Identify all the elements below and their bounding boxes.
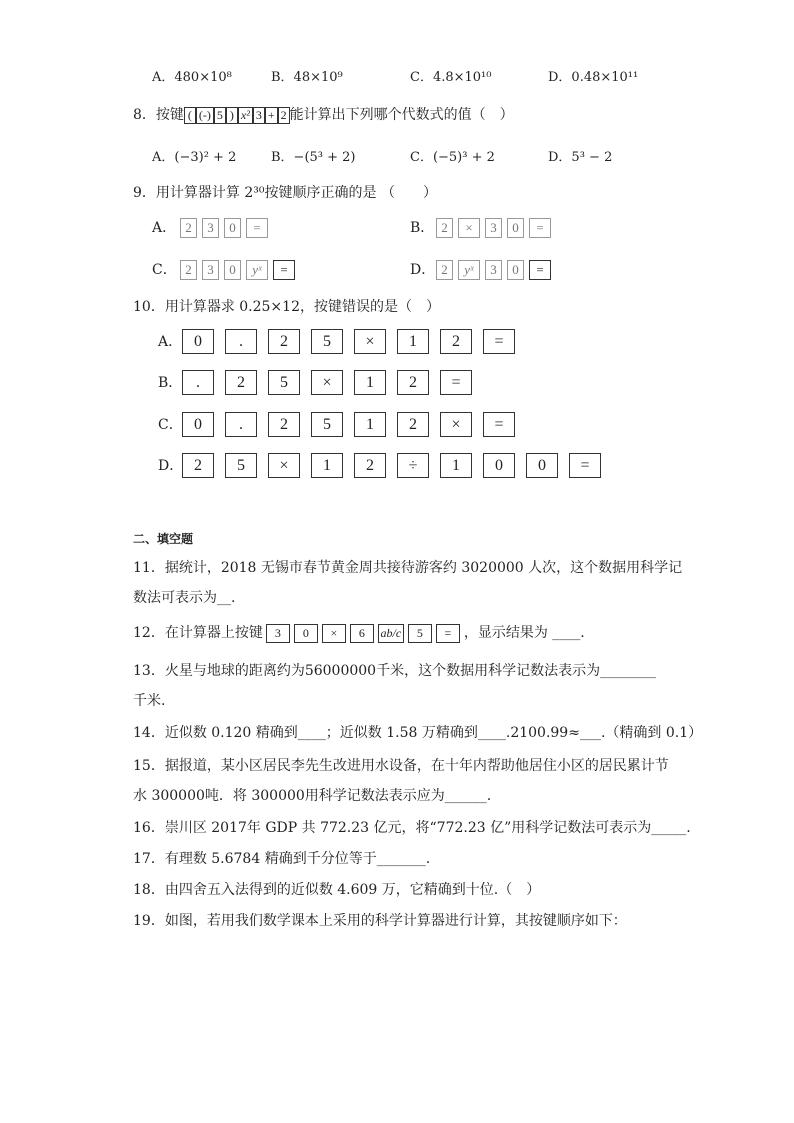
q7-option-b: B．48×10⁹ bbox=[271, 70, 343, 85]
q17: 17．有理数 5.6784 精确到千分位等于_______. bbox=[133, 851, 431, 867]
key-2: 2 bbox=[268, 412, 300, 437]
key-3: 3 bbox=[485, 218, 502, 238]
q10-stem: 10．用计算器求 0.25×12，按键错误的是（ ） bbox=[133, 299, 440, 315]
key-multiply: × bbox=[458, 218, 480, 238]
key-5: 5 bbox=[268, 370, 300, 395]
q8-option-b: B．−(5³ + 2) bbox=[271, 150, 356, 165]
key-1: 1 bbox=[440, 453, 472, 478]
q7-option-a: A．480×10⁸ bbox=[152, 70, 232, 85]
q12 bbox=[133, 622, 585, 643]
key-3: 3 bbox=[202, 260, 219, 280]
key-equals: = bbox=[273, 260, 295, 280]
key-0: 0 bbox=[483, 453, 515, 478]
q7-option-d: D．0.48×10¹¹ bbox=[548, 70, 639, 85]
q8-key-sequence bbox=[184, 107, 290, 123]
key-square: x² bbox=[238, 107, 253, 124]
q9-option-d bbox=[410, 259, 556, 280]
q8-option-d: D．5³ − 2 bbox=[548, 150, 613, 165]
key-0: 0 bbox=[224, 218, 241, 238]
key-3: 3 bbox=[266, 624, 290, 643]
key-0: 0 bbox=[507, 218, 524, 238]
key-2: 2 bbox=[397, 412, 429, 437]
q18: 18．由四舍五入法得到的近似数 4.609 万，它精确到十位.（ ） bbox=[133, 882, 541, 898]
key-equals: = bbox=[529, 218, 551, 238]
key-equals: = bbox=[246, 218, 268, 238]
q9-option-b bbox=[410, 217, 556, 238]
key-equals: = bbox=[440, 370, 472, 395]
q8-option-c: C．(−5)³ + 2 bbox=[410, 150, 495, 165]
key-2: 2 bbox=[225, 370, 257, 395]
key-1: 1 bbox=[397, 329, 429, 354]
q12-prefix: 12．在计算器上按键 bbox=[133, 625, 263, 641]
key-equals: = bbox=[436, 624, 460, 643]
key-2: 2 bbox=[354, 453, 386, 478]
option-label: D． bbox=[158, 457, 184, 474]
key-power: yˣ bbox=[246, 260, 268, 280]
q14: 14．近似数 0.120 精确到____；近似数 1.58 万精确到____.2100.99≈___.（精确到 0.1） bbox=[133, 725, 703, 741]
key-5: 5 bbox=[408, 624, 432, 643]
key-2: 2 bbox=[182, 453, 214, 478]
key-multiply: × bbox=[268, 453, 300, 478]
key-0: 0 bbox=[182, 412, 214, 437]
key-decimal: . bbox=[182, 370, 214, 395]
q10-option-b bbox=[158, 370, 483, 395]
key-divide: ÷ bbox=[397, 453, 429, 478]
key-equals: = bbox=[483, 412, 515, 437]
key-open-paren: ( bbox=[184, 107, 196, 124]
key-5: 5 bbox=[311, 412, 343, 437]
q15-line-2: 水 300000吨．将 300000用科学记数法表示应为______. bbox=[133, 788, 492, 804]
key-2: 2 bbox=[436, 260, 453, 280]
key-2: 2 bbox=[278, 107, 290, 124]
q8-option-a: A．(−3)² + 2 bbox=[152, 150, 237, 165]
key-plus: + bbox=[265, 107, 278, 124]
key-2: 2 bbox=[268, 329, 300, 354]
key-negative: (-) bbox=[196, 107, 214, 124]
key-2: 2 bbox=[436, 218, 453, 238]
q10-option-a bbox=[158, 329, 526, 354]
key-2: 2 bbox=[440, 329, 472, 354]
key-equals: = bbox=[569, 453, 601, 478]
option-label: C． bbox=[152, 262, 177, 278]
key-1: 1 bbox=[311, 453, 343, 478]
q10-option-c bbox=[158, 412, 526, 437]
key-decimal: . bbox=[225, 412, 257, 437]
key-6: 6 bbox=[350, 624, 374, 643]
q8-number: 8．按键 bbox=[133, 107, 184, 123]
key-equals: = bbox=[529, 260, 551, 280]
key-0: 0 bbox=[224, 260, 241, 280]
key-0: 0 bbox=[507, 260, 524, 280]
key-2: 2 bbox=[397, 370, 429, 395]
option-label: B． bbox=[158, 374, 183, 391]
q11-line-1: 11．据统计，2018 无锡市春节黄金周共接待游客约 3020000 人次，这个数据用科学记 bbox=[133, 560, 683, 576]
option-label: B． bbox=[410, 220, 435, 236]
option-label: D． bbox=[410, 262, 436, 278]
q9-option-c bbox=[152, 259, 300, 280]
key-power: yˣ bbox=[458, 260, 480, 280]
key-multiply: × bbox=[440, 412, 472, 437]
key-decimal: . bbox=[225, 329, 257, 354]
key-equals: = bbox=[483, 329, 515, 354]
q15-line-1: 15．据报道，某小区居民李先生改进用水设备，在十年内帮助他居住小区的居民累计节 bbox=[133, 758, 669, 774]
q12-key-sequence bbox=[266, 625, 464, 641]
q9-option-a bbox=[152, 217, 273, 238]
key-2: 2 bbox=[180, 260, 197, 280]
q16: 16．崇川区 2017年 GDP 共 772.23 亿元，将“772.23 亿”用科学记数法可表示为_____. bbox=[133, 820, 691, 836]
option-label: A． bbox=[158, 333, 183, 350]
key-1: 1 bbox=[354, 412, 386, 437]
q19: 19．如图，若用我们数学课本上采用的科学计算器进行计算，其按键顺序如下： bbox=[133, 913, 627, 929]
q13-line-1: 13．火星与地球的距离约为56000000千米，这个数据用科学记数法表示为________ bbox=[133, 663, 657, 679]
key-multiply: × bbox=[354, 329, 386, 354]
section-heading: 二、填空题 bbox=[133, 532, 194, 546]
q10-option-d bbox=[158, 453, 612, 478]
key-3: 3 bbox=[202, 218, 219, 238]
q13-line-2: 千米. bbox=[133, 693, 166, 709]
q9-stem: 9．用计算器计算 2³⁰按键顺序正确的是 （ ） bbox=[133, 185, 437, 201]
key-multiply: × bbox=[322, 624, 346, 643]
q8-question-text: 能计算出下列哪个代数式的值（ ） bbox=[289, 107, 514, 123]
option-label: A． bbox=[152, 220, 177, 236]
key-close-paren: ) bbox=[226, 107, 238, 124]
key-5: 5 bbox=[311, 329, 343, 354]
q7-option-c: C．4.8×10¹⁰ bbox=[410, 70, 492, 85]
key-1: 1 bbox=[354, 370, 386, 395]
key-0: 0 bbox=[182, 329, 214, 354]
key-3: 3 bbox=[485, 260, 502, 280]
key-2: 2 bbox=[180, 218, 197, 238]
key-0: 0 bbox=[294, 624, 318, 643]
key-0: 0 bbox=[526, 453, 558, 478]
option-label: C． bbox=[158, 416, 183, 433]
q8-stem bbox=[133, 104, 514, 124]
q12-suffix: ，显示结果为 ____. bbox=[463, 625, 585, 641]
key-5: 5 bbox=[225, 453, 257, 478]
key-multiply: × bbox=[311, 370, 343, 395]
key-3: 3 bbox=[253, 107, 265, 124]
key-fraction: ab/c bbox=[378, 624, 404, 643]
q11-line-2: 数法可表示为__. bbox=[133, 590, 236, 606]
key-5: 5 bbox=[214, 107, 226, 124]
